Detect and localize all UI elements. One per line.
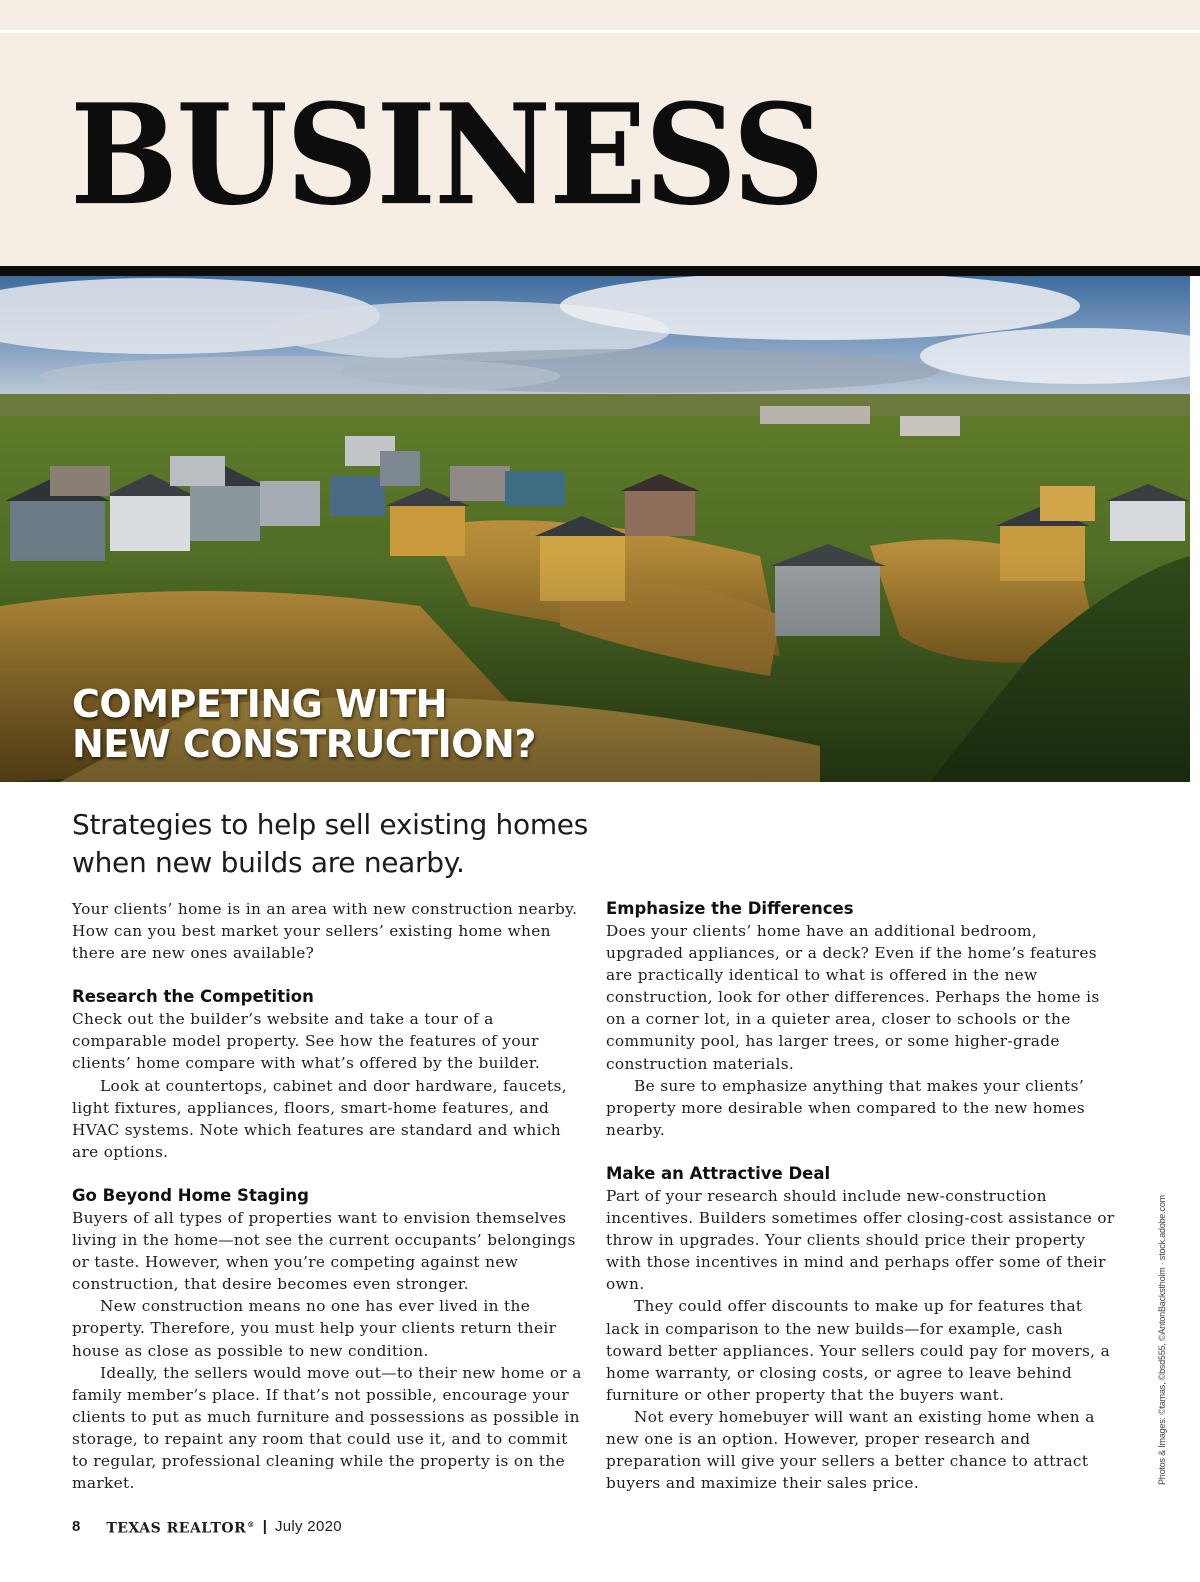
subhead-home-staging: Go Beyond Home Staging (72, 1185, 309, 1205)
body-paragraph: They could offer discounts to make up for features that lack in comparison to the new builds—for example, cash toward better appliances. Your sellers could pay for movers, a home warranty, or closing costs, or agree to leave behind furniture or other property that the buyers want. (606, 1297, 1111, 1404)
subhead-emphasize-differences: Emphasize the Differences (606, 899, 854, 918)
section-title: BUSINESS (70, 74, 823, 237)
article-dek: Strategies to help sell existing homes when new builds are nearby. (72, 808, 589, 879)
body-paragraph: Not every homebuyer will want an existing home when a new one is an option. However, proper research and preparation will give your sellers a better chance to attract buyers and maximize their sales price. (606, 1407, 1095, 1493)
body-paragraph: Ideally, the sellers would move out—to their new home or a family member’s place. If that’s not possible, encourage your clients to put as much furniture and possessions as possible in storage, to repaint any room that could use it, and to commit to regular, professional cleaning while the property is on the market. (72, 1363, 582, 1493)
body-paragraph: Look at countertops, cabinet and door hardware, faucets, light fixtures, appliances, floors, smart-home features, and HVAC systems. Note which features are standard and which are options. (72, 1076, 567, 1161)
body-paragraph: Part of your research should include new-construction incentives. Builders sometimes offer closing-cost assistance or throw in upgrades. Your clients should price their property with those incentives in mind and perhaps offer some of their own. (606, 1186, 1115, 1294)
footer-separator: | (262, 1518, 267, 1535)
registered-mark: ® (247, 1520, 255, 1530)
photo-credit: Photos & Images: ©tamas, ©bsd555, ©AntonBackstholm · stock.adobe.com (1157, 1195, 1167, 1485)
article-headline (72, 684, 632, 764)
subhead-research-competition: Research the Competition (72, 987, 314, 1007)
subhead-attractive-deal: Make an Attractive Deal (606, 1163, 831, 1183)
article-column-right (606, 898, 1118, 1494)
magazine-name (106, 1514, 254, 1540)
intro-paragraph: Your clients’ home is in an area with new construction nearby. How can you best market your sellers’ existing home when there are new ones available? (72, 900, 578, 963)
body-paragraph: Be sure to emphasize anything that makes your clients’ property more desirable when compared to the new homes nearby. (606, 1076, 1085, 1139)
header-top-rule (0, 30, 1200, 33)
article-column-left (72, 898, 584, 1494)
body-paragraph: Does your clients’ home have an additional bedroom, upgraded appliances, or a deck? Even if the home’s features are practically identical to what is offered in the new construction, look for other differences. Perhaps the home is on a corner lot, in a quieter area, closer to schools or the community pool, has larger trees, or some higher-grade construction materials. (606, 922, 1100, 1073)
body-paragraph: Check out the builder’s website and take a tour of a comparable model property. See how the features of your clients’ home compare with what’s offered by the builder. (72, 1010, 541, 1073)
headline-line-2: NEW CONSTRUCTION? (72, 722, 536, 766)
body-paragraph: Buyers of all types of properties want to envision themselves living in the home—not see the current occupants’ belongings or taste. However, when you’re competing against new construction, that desire becomes even stronger. (72, 1208, 576, 1294)
page-number: 8 (72, 1518, 81, 1535)
issue-date: July 2020 (274, 1518, 342, 1535)
headline-line-1: COMPETING WITH (72, 682, 447, 726)
page-footer (72, 1516, 342, 1538)
header-bottom-rule (0, 266, 1200, 276)
body-paragraph: New construction means no one has ever lived in the property. Therefore, you must help your clients return their house as close as possible to new condition. (72, 1297, 557, 1360)
magazine-title: TEXAS REALTOR (106, 1520, 247, 1537)
